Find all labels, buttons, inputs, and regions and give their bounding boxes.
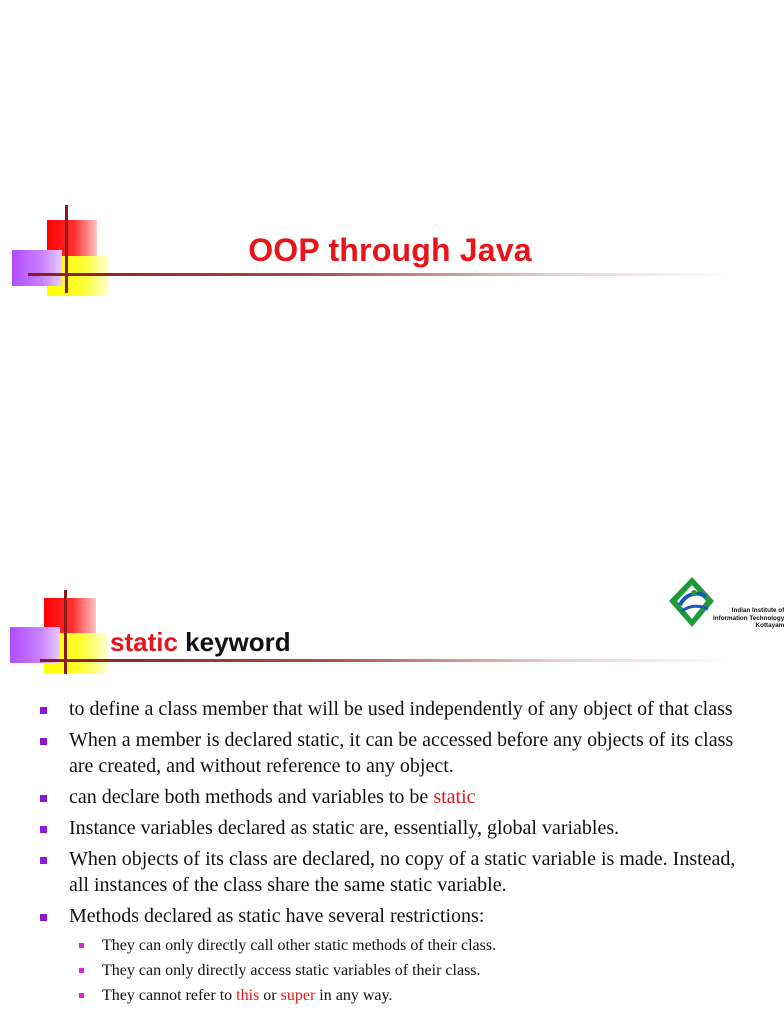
title-keyword: static [110,627,178,657]
sub-bullet-square-icon [79,993,84,998]
logo-text [713,607,784,630]
keyword-highlight: static [433,786,476,808]
bullet-square-icon [40,738,47,745]
bullet-item [40,727,740,779]
title-underline [40,659,730,662]
content-slide [0,555,784,1024]
bullet-text: can declare both methods and variables to be [69,786,434,808]
bullet-item [40,846,740,898]
sub-bullet-list [69,933,740,1008]
sub-bullet-text: They can only directly call other static methods of their class. [102,937,497,954]
keyword-super: super [280,987,316,1004]
purple-square [10,627,60,663]
bullet-square-icon [40,707,47,714]
bullet-item [40,815,740,841]
sub-bullet-text: They cannot refer to [102,987,237,1004]
bullet-text: Instance variables declared as static are, essentially, global variables. [69,817,620,839]
sub-bullet-item [69,983,740,1008]
bullet-item [40,784,740,810]
sub-bullet-text: They can only directly access static variables of their class. [102,962,481,979]
bullet-list [40,696,740,1013]
decorative-squares [10,590,120,690]
keyword-this: this [236,987,260,1004]
bullet-square-icon [40,914,47,921]
slide-title [110,627,291,658]
bullet-text: Methods declared as static have several restrictions: [69,905,485,927]
sub-bullet-text: or [259,987,281,1004]
logo-line3: Kottayam [755,622,784,629]
sub-bullet-text: in any way. [315,987,393,1004]
bullet-text: When a member is declared static, it can be accessed before any objects of its class are created, and without reference to any object. [69,729,734,777]
logo-line2: Information Technology [713,614,784,622]
bullet-square-icon [40,857,47,864]
bullet-text: When objects of its class are declared, no copy of a static variable is made. Instead, all instances of the class share the same static variable. [69,848,736,896]
title-underline [28,273,728,276]
slide-title: OOP through Java [248,232,532,268]
sub-bullet-square-icon [79,968,84,973]
bullet-text: to define a class member that will be used independently of any object of that class [69,698,733,720]
institute-logo [666,575,784,635]
bullet-square-icon [40,826,47,833]
title-rest: keyword [185,627,291,657]
bullet-square-icon [40,795,47,802]
bullet-item [40,903,740,1008]
bullet-item [40,696,740,722]
sub-bullet-square-icon [79,943,84,948]
logo-line1: Indian Institute of [731,607,784,614]
sub-bullet-item [69,933,740,958]
sub-bullet-item [69,958,740,983]
